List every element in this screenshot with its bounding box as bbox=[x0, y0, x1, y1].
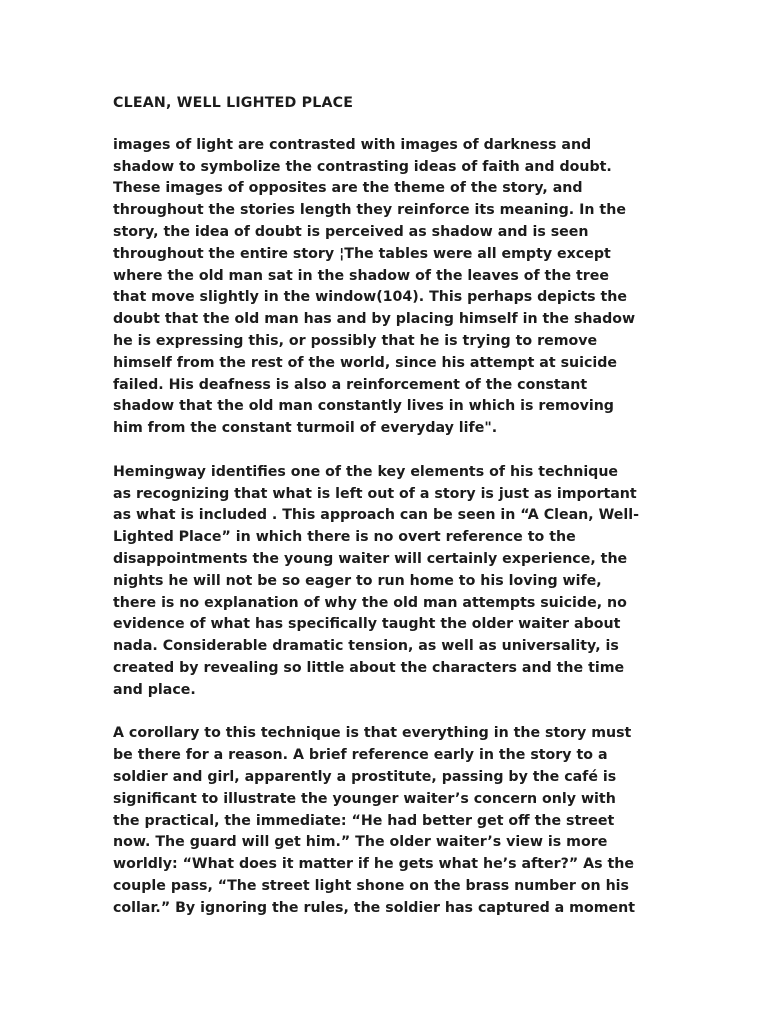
text-line: soldier and girl, apparently a prostitute, passing by the café is bbox=[113, 768, 617, 785]
text-line: Hemingway identifies one of the key elements of his technique bbox=[113, 463, 619, 480]
text-line: failed. His deafness is also a reinforcement of the constant bbox=[113, 376, 588, 393]
document-title: CLEAN, WELL LIGHTED PLACE bbox=[113, 95, 354, 111]
text-line: and place. bbox=[113, 681, 196, 698]
text-line: disappointments the young waiter will certainly experience, the bbox=[113, 550, 628, 567]
text-line: nada. Considerable dramatic tension, as well as universality, is bbox=[113, 638, 619, 655]
paragraph-3 bbox=[113, 723, 673, 919]
text-line: Lighted Place” in which there is no overt reference to the bbox=[113, 529, 576, 546]
paragraph-1 bbox=[113, 135, 673, 440]
text-line: that move slightly in the window(104). This perhaps depicts the bbox=[113, 289, 628, 306]
document-body bbox=[113, 93, 673, 941]
text-line: story, the idea of doubt is perceived as shadow and is seen bbox=[113, 223, 589, 240]
text-line: as recognizing that what is left out of a story is just as important bbox=[113, 485, 637, 502]
text-line: as what is included . This approach can be seen in “A Clean, Well- bbox=[113, 507, 639, 524]
text-line: shadow to symbolize the contrasting ideas of faith and doubt. bbox=[113, 158, 612, 175]
text-line: worldly: “What does it matter if he gets what he’s after?” As the bbox=[113, 856, 635, 873]
text-line: nights he will not be so eager to run home to his loving wife, bbox=[113, 572, 602, 589]
text-line: A corollary to this technique is that everything in the story must bbox=[113, 725, 632, 742]
text-line: he is expressing this, or possibly that he is trying to remove bbox=[113, 332, 598, 349]
text-line: himself from the rest of the world, since his attempt at suicide bbox=[113, 354, 618, 371]
text-line: him from the constant turmoil of everyday life". bbox=[113, 420, 498, 437]
text-line: shadow that the old man constantly lives in which is removing bbox=[113, 398, 614, 415]
paragraph-2 bbox=[113, 462, 673, 702]
text-line: where the old man sat in the shadow of the leaves of the tree bbox=[113, 267, 610, 284]
text-line: images of light are contrasted with images of darkness and bbox=[113, 136, 592, 153]
text-line: the practical, the immediate: “He had better get off the street bbox=[113, 812, 615, 829]
text-line: significant to illustrate the younger waiter’s concern only with bbox=[113, 790, 616, 807]
text-line: there is no explanation of why the old man attempts suicide, no bbox=[113, 594, 627, 611]
text-line: created by revealing so little about the characters and the time bbox=[113, 659, 625, 676]
text-line: evidence of what has specifically taught the older waiter about bbox=[113, 616, 621, 633]
text-line: now. The guard will get him.” The older waiter’s view is more bbox=[113, 834, 608, 851]
text-line: throughout the stories length they reinforce its meaning. In the bbox=[113, 202, 626, 219]
text-line: be there for a reason. A brief reference early in the story to a bbox=[113, 747, 608, 764]
text-line: throughout the entire story ¦The tables were all empty except bbox=[113, 245, 611, 262]
text-line: doubt that the old man has and by placing himself in the shadow bbox=[113, 311, 636, 328]
text-line: These images of opposites are the theme of the story, and bbox=[113, 180, 583, 197]
text-line: collar.” By ignoring the rules, the soldier has captured a moment bbox=[113, 899, 636, 916]
text-line: couple pass, “The street light shone on the brass number on his bbox=[113, 877, 629, 894]
